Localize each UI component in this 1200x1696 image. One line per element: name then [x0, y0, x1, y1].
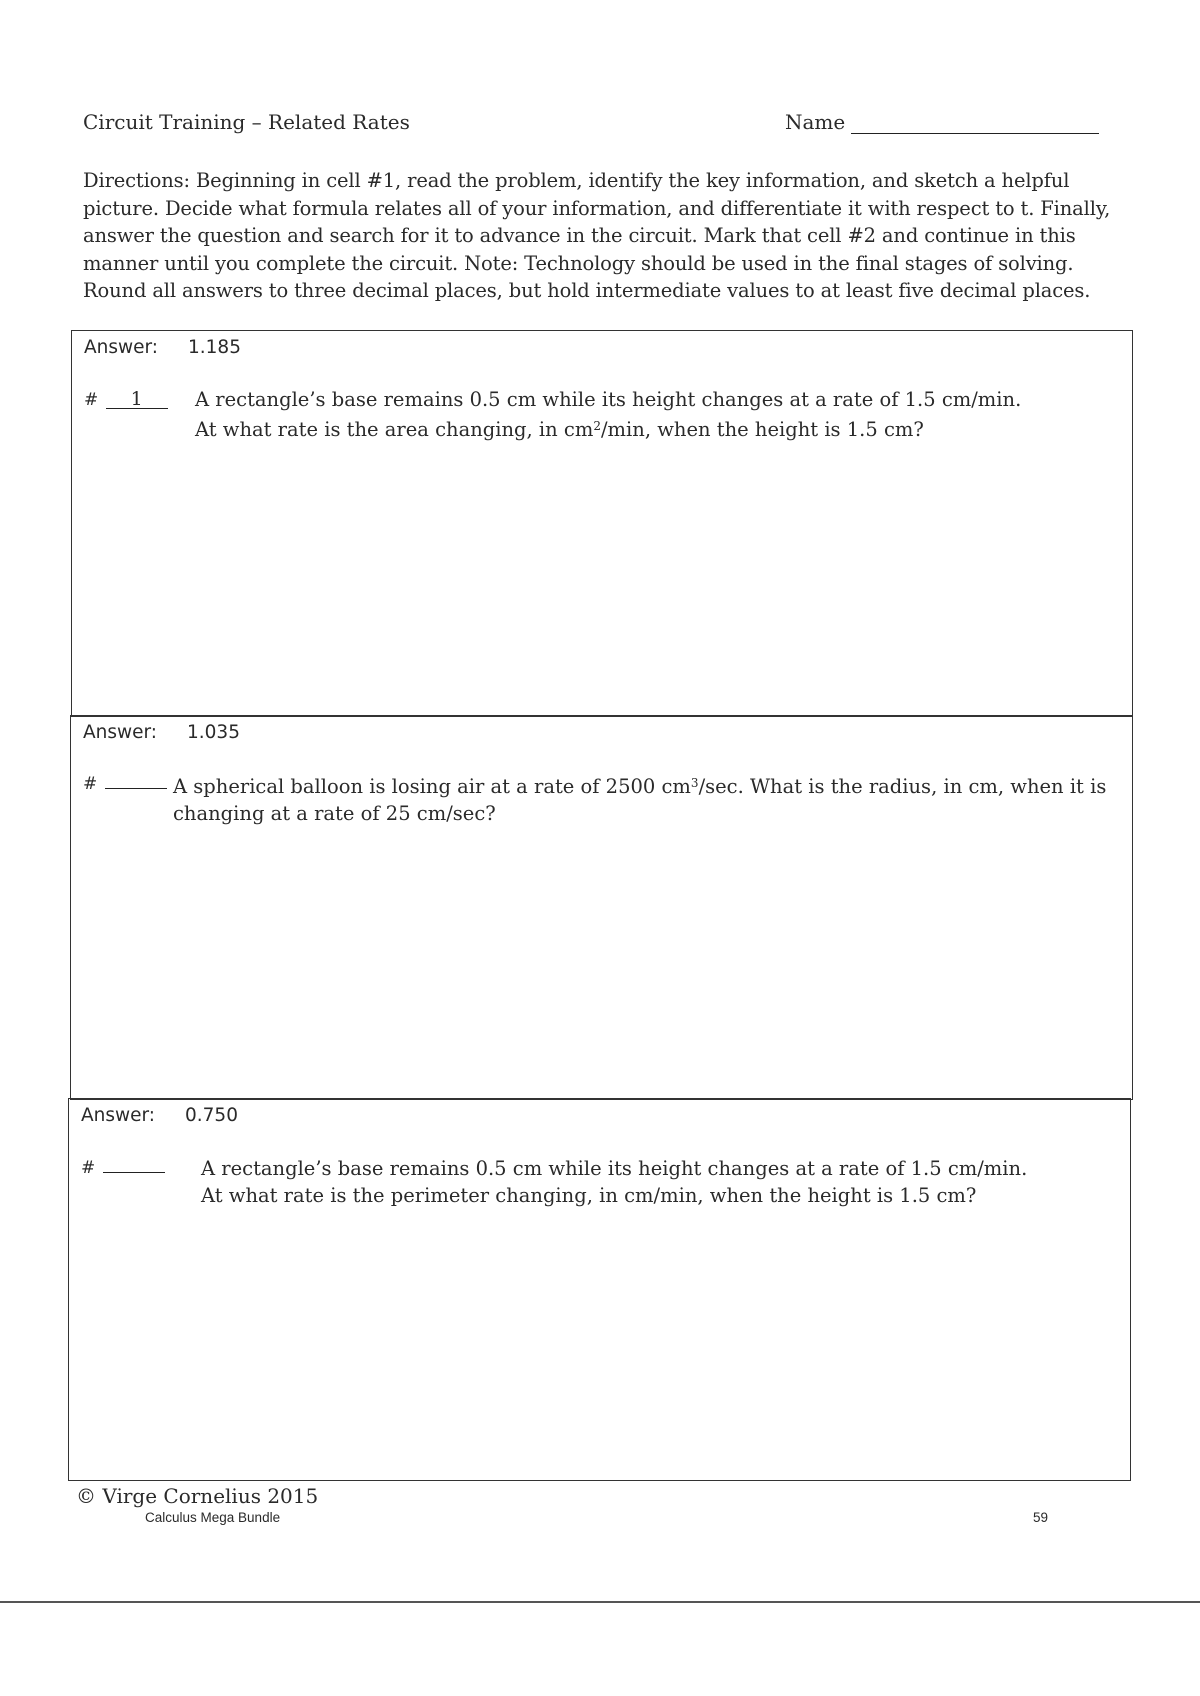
directions-line: Round all answers to three decimal places, but hold intermediate values to at least five decimal places.	[83, 279, 1091, 302]
problem-line	[173, 770, 1106, 800]
number-prefix: #	[84, 390, 99, 410]
answer-label: Answer:	[84, 337, 159, 358]
scan-edge-divider	[0, 1601, 1200, 1603]
bundle-name: Calculus Mega Bundle	[145, 1510, 281, 1525]
cell-number-blank: 1	[106, 390, 168, 409]
answer-row	[83, 720, 240, 743]
answer-label: Answer:	[81, 1105, 156, 1126]
worksheet-title: Circuit Training – Related Rates	[83, 110, 410, 134]
directions-line: manner until you complete the circuit. Note: Technology should be used in the final stages of solving.	[83, 251, 1074, 275]
problem-text	[195, 386, 1021, 443]
problem-line: At what rate is the perimeter changing, in cm/min, when the height is 1.5 cm?	[201, 1184, 977, 1207]
problem-line: A rectangle’s base remains 0.5 cm while its height changes at a rate of 1.5 cm/min.	[195, 388, 1022, 411]
problem-line: A rectangle’s base remains 0.5 cm while its height changes at a rate of 1.5 cm/min.	[201, 1157, 1028, 1180]
page-number: 59	[1033, 1510, 1049, 1525]
circuit-cell-3	[68, 1098, 1131, 1481]
cell-number	[84, 390, 168, 410]
problem-line: changing at a rate of 25 cm/sec?	[173, 802, 496, 825]
answer-value: 1.035	[187, 722, 240, 743]
answer-row	[84, 335, 241, 358]
name-blank-line	[851, 115, 1099, 134]
directions-line: answer the question and search for it to advance in the circuit. Mark that cell #2 and continue in this	[83, 224, 1076, 247]
answer-value: 0.750	[185, 1105, 238, 1126]
cell-number-blank	[105, 788, 167, 789]
directions-line: picture. Decide what formula relates all of your information, and differentiate it with respect to t. Finally,	[83, 196, 1111, 220]
name-label: Name	[785, 110, 846, 134]
problem-text	[201, 1155, 1027, 1209]
worksheet-header	[83, 110, 1103, 140]
cell-number	[81, 1158, 165, 1178]
answer-value: 1.185	[188, 337, 241, 358]
answer-row	[81, 1103, 238, 1126]
directions-paragraph	[83, 167, 1123, 305]
problem-text-part: A spherical balloon is losing air at a rate of 2500 cm	[173, 775, 691, 798]
problem-text-part: At what rate is the area changing, in cm	[195, 418, 594, 441]
circuit-cell-2	[70, 715, 1133, 1100]
circuit-cell-1	[71, 330, 1133, 717]
cell-number-blank	[103, 1172, 165, 1173]
problem-text-part: /sec. What is the radius, in cm, when it is	[698, 775, 1107, 798]
number-prefix: #	[83, 774, 98, 794]
answer-label: Answer:	[83, 722, 158, 743]
problem-line	[195, 413, 1021, 443]
problem-text	[173, 770, 1106, 827]
cell-number	[83, 774, 167, 794]
copyright-notice: © Virge Cornelius 2015	[76, 1484, 319, 1508]
exponent: 3	[690, 776, 699, 790]
problem-text-part: /min, when the height is 1.5 cm?	[600, 418, 924, 441]
name-field	[785, 110, 1099, 134]
directions-line: Directions: Beginning in cell #1, read the problem, identify the key information, and sketch a helpful	[83, 169, 1070, 192]
number-prefix: #	[81, 1158, 96, 1178]
exponent: 2	[593, 419, 601, 433]
